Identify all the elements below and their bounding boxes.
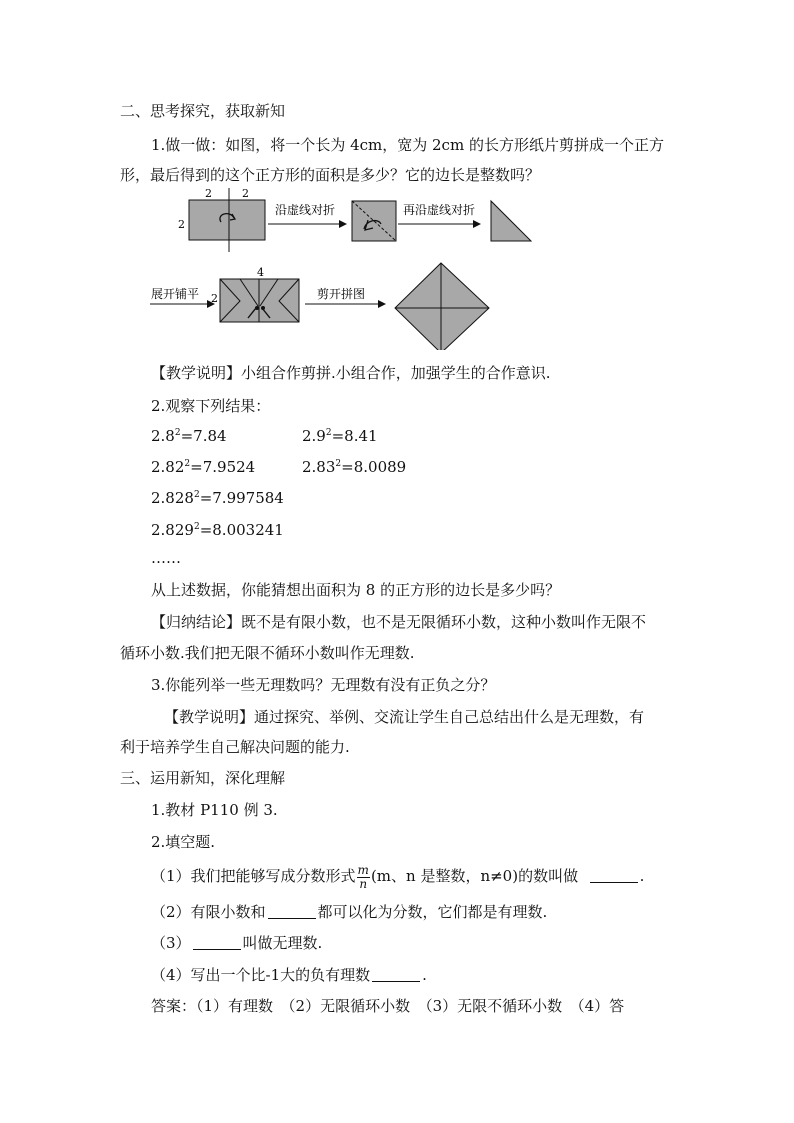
result-row-1: $2.8^2=7.84$ [151,427,227,445]
teaching-note-2-line1: 【教学说明】通过探究、举例、交流让学生自己总结出什么是无理数，有 [164,708,645,726]
fill-blank-1: （1）我们把能够写成分数形式 $\frac{m}{n}$ (m、n 是整数，n≠0)的数叫做 . [151,862,645,891]
result-square [395,263,489,350]
paper-folding-figure [0,180,794,350]
question3: 3.你能列举一些无理数吗？无理数有没有正负之分？ [151,676,496,694]
section2-heading: 二、思考探究，获取新知 [120,102,286,120]
conclusion-line2: 循环小数.我们把无限不循环小数叫作无理数. [120,644,415,662]
answers-line: 答案：（1）有理数 （2）无限循环小数 （3）无限不循环小数 （4）答 [151,997,625,1015]
label-2-mid: 2 [211,292,218,305]
guess-question: 从上述数据，你能猜想出面积为 8 的正方形的边长是多少吗？ [151,581,561,599]
label-2a: 2 [205,187,212,200]
exercise1: 1.教材 P110 例 3. [151,801,278,819]
teaching-note-2-line2: 利于培养学生自己解决问题的能力. [120,738,350,756]
fill-blank-2: （2）有限小数和 都可以化为分数，它们都是有理数. [151,903,548,921]
result-row-3: $2.828^2=7.997584$ [151,489,284,507]
result-row-2: $2.82^2=7.9524$ [151,458,256,476]
fraction-m-over-n: $\frac{m}{n}$ [357,862,369,891]
answer-blank-1[interactable] [590,868,638,883]
arrow3-label: 展开铺平 [151,287,200,301]
result-row-2b: $2.83^2=8.0089$ [302,458,407,476]
label-2b: 2 [242,187,249,200]
answer-blank-4[interactable] [372,967,420,982]
conclusion-line1: 【归纳结论】既不是有限小数，也不是无限循环小数，这种小数叫作无限不 [151,613,647,631]
ellipsis: …… [151,549,181,567]
question1-line1: 1.做一做：如图，将一个长为 4cm，宽为 2cm 的长方形纸片剪拼成一个正方 [151,136,664,154]
label-4: 4 [257,266,264,279]
fill-blank-4: （4）写出一个比-1大的负有理数 . [151,966,427,984]
folded-triangle [491,201,531,241]
question2: 2.观察下列结果： [151,397,271,415]
arrow1-label: 沿虚线对折 [275,203,336,217]
result-row-1b: $2.9^2=8.41$ [302,427,378,445]
question1-line2: 形，最后得到的这个正方形的面积是多少？它的边长是整数吗？ [120,166,541,184]
section3-heading: 三、运用新知，深化理解 [120,769,286,787]
fill-blank-3: （3） 叫做无理数. [151,934,323,952]
answer-blank-3[interactable] [193,935,241,950]
teaching-note-1: 【教学说明】小组合作剪拼.小组合作，加强学生的合作意识. [151,364,551,382]
arrow4-label: 剪开拼图 [317,287,366,301]
exercise2: 2.填空题. [151,833,216,851]
label-2-left: 2 [178,218,185,231]
answer-blank-2[interactable] [268,904,316,919]
arrow2-label: 再沿虚线对折 [403,203,476,217]
result-row-4: $2.829^2=8.003241$ [151,521,284,539]
rectangle-4x2 [189,200,265,240]
